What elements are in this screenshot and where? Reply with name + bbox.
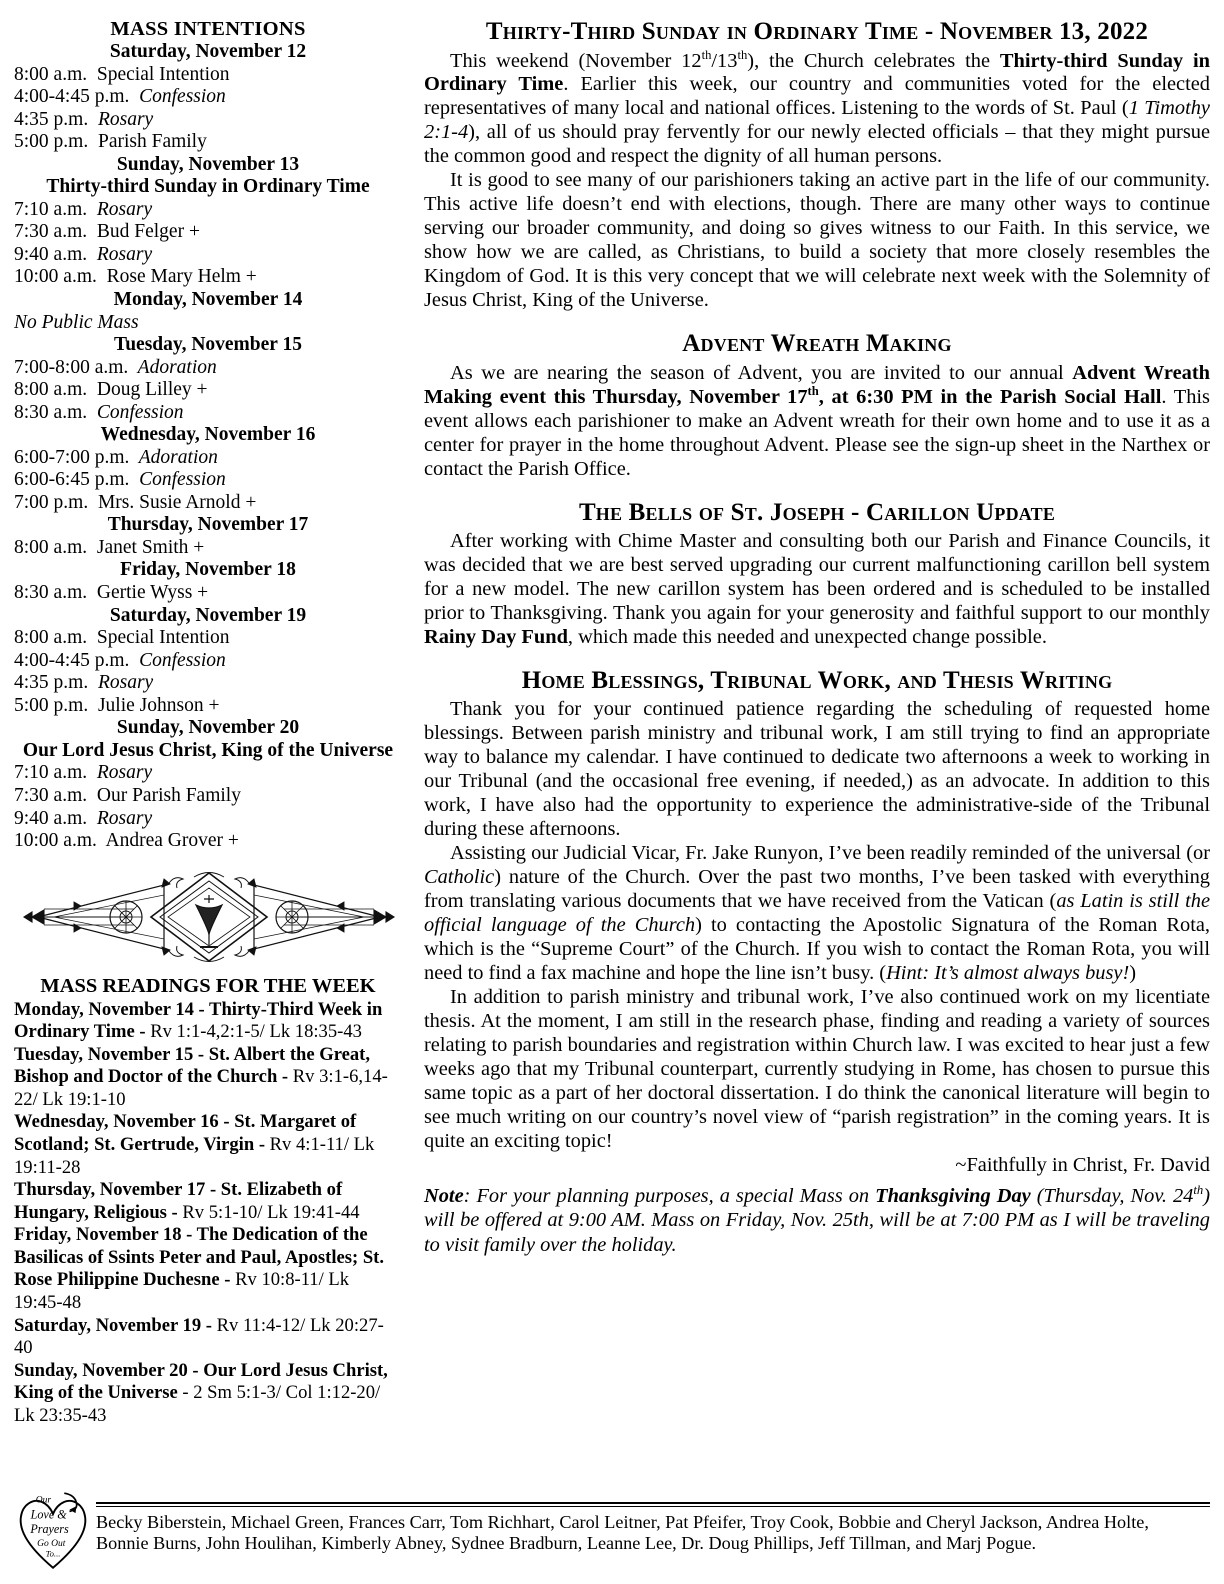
right-column xyxy=(412,18,1210,1258)
mass-reading-item xyxy=(14,1111,402,1179)
svg-text:Go Out: Go Out xyxy=(37,1539,66,1550)
reading-citation: Rv 10:8-11/ Lk 19:45-48 xyxy=(14,1269,350,1314)
signoff-line: ~Faithfully in Christ, Fr. David xyxy=(955,1153,1210,1176)
body-paragraph: In addition to parish ministry and tribunal work, I’ve also continued work on my licentiate thesis. At the moment, I am still in the research phase, finding and reading a variety of sources relating to parish boundaries and registration within Church law. I was excited to hear just a few weeks ago that my Tribunal counterpart, currently studying in Rome, has chosen to pursue this same topic as a part of her doctoral dissertation. I do think the canonical literature will begin to see much writing on our country’s novel view of “parish registration” in the coming years. It is quite an exciting topic! xyxy=(424,985,1210,1152)
mass-intention: Parish Family xyxy=(88,131,207,153)
mass-intention: Special Intention xyxy=(87,627,230,649)
two-column-layout xyxy=(14,18,1210,1473)
mass-time: 10:00 a.m. xyxy=(14,266,97,288)
mass-intention: Mrs. Susie Arnold + xyxy=(88,491,257,513)
mass-intentions-list xyxy=(14,41,402,853)
mass-intention: Confession xyxy=(129,86,226,108)
mass-time: 8:30 a.m. xyxy=(14,401,88,423)
mass-intention: Julie Johnson + xyxy=(88,694,220,716)
mass-intention: Rosary xyxy=(88,672,154,694)
mass-intention: Adoration xyxy=(128,356,217,378)
mass-intention-row xyxy=(14,695,402,718)
mass-intention-row xyxy=(14,785,402,808)
left-column xyxy=(14,18,412,1428)
body-paragraph: It is good to see many of our parishioners taking an active part in the life of our community. This active life doesn’t end with elections, though. There are many other ways to continue serving our broader community, and doing so gives witness to our Faith. In this service, we show how we are called, as Christians, to build a society that more closely resembles the Kingdom of God. It is this very concept that we will celebrate next week with the Solemnity of Jesus Christ, King of the Universe. xyxy=(424,169,1210,312)
svg-text:Our: Our xyxy=(35,1495,52,1506)
reading-day-heading: Thursday, November 17 - St. Elizabeth of Hungary, Religious - xyxy=(14,1179,343,1223)
mass-time: 5:00 p.m. xyxy=(14,131,89,153)
mass-intention-row xyxy=(14,64,402,87)
main-article-sections xyxy=(424,47,1211,1154)
section-heading: Home Blessings, Tribunal Work, and Thesis Writing xyxy=(521,666,1113,694)
mass-day-heading: Saturday, November 12 xyxy=(109,40,307,62)
mass-intention: Rosary xyxy=(87,762,153,784)
mass-intention: Rosary xyxy=(87,243,153,265)
mass-intention: Rosary xyxy=(87,807,153,829)
mass-intention-row xyxy=(14,808,402,831)
mass-day-heading: Tuesday, November 15 xyxy=(114,334,302,356)
mass-day-heading: Wednesday, November 16 xyxy=(100,424,316,446)
mass-time: 7:00 p.m. xyxy=(14,491,89,513)
mass-intention: Bud Felger + xyxy=(87,221,200,243)
mass-time: 4:00-4:45 p.m. xyxy=(14,649,130,671)
mass-intention: Janet Smith + xyxy=(87,536,205,558)
mass-time: 4:35 p.m. xyxy=(14,108,89,130)
mass-time: 4:00-4:45 p.m. xyxy=(14,86,130,108)
mass-day-heading: Sunday, November 13 xyxy=(116,153,300,175)
mass-intention-row xyxy=(14,131,402,154)
reading-day-heading: Friday, November 18 - The Dedication of the Basilicas of Ssints Peter and Paul, Apostles; St. Rose Philippine Duchesne - xyxy=(14,1224,385,1291)
mass-intention-row xyxy=(14,379,402,402)
mass-intention-row xyxy=(14,357,402,380)
reading-citation: - 2 Sm 5:1-3/ Col 1:12-20/ Lk 23:35-43 xyxy=(14,1382,381,1426)
footer-rule xyxy=(96,1502,1210,1507)
body-paragraph: This weekend (November 12th/13th), the Church celebrates the Thirty-third Sunday in Ordinary Time. Earlier this week, our country and communities voted for the elected representatives of many local and national offices. Listening to the words of St. Paul (1 Timothy 2:1-4), all of us should pray fervently for our newly elected officials – that they might pursue the common good and respect the dignity of all human persons. xyxy=(424,47,1210,168)
mass-time: 7:10 a.m. xyxy=(14,198,88,220)
body-paragraph: Thank you for your continued patience regarding the scheduling of requested home blessings. Between parish ministry and tribunal work, I am still trying to find an appropriate way to balance my calendar. I have continued to dedicate two afternoons a week to working in our Tribunal (and the occasional free evening, if needed,) as an advocate. In addition to this work, I have also had the opportunity to experience the administrative-side of the Tribunal during these afternoons. xyxy=(424,698,1210,841)
mass-intention: Rosary xyxy=(88,108,154,130)
mass-intention-row xyxy=(14,469,402,492)
svg-text:Love &: Love & xyxy=(30,1507,67,1522)
mass-reading-item xyxy=(14,999,402,1044)
mass-time: 9:40 a.m. xyxy=(14,807,88,829)
prayer-names-line-2: Bonnie Burns, John Houlihan, Kimberly Abney, Sydnee Bradburn, Leanne Lee, Dr. Doug Phillips, Jeff Tillman, and Marj Pogue. xyxy=(96,1533,1037,1554)
reading-day-heading: Sunday, November 20 - Our Lord Jesus Christ, King of the Universe xyxy=(14,1359,388,1404)
mass-intention: Rose Mary Helm + xyxy=(96,266,257,288)
mass-day-note: No Public Mass xyxy=(14,311,139,333)
mass-time: 7:30 a.m. xyxy=(14,221,88,243)
mass-intention-row xyxy=(14,830,402,853)
mass-intention-row xyxy=(14,221,402,244)
mass-day-heading: Sunday, November 20 xyxy=(116,717,300,739)
mass-intention: Adoration xyxy=(129,446,218,468)
mass-intention: Gertie Wyss + xyxy=(87,582,209,604)
mass-intention-row xyxy=(14,492,402,515)
reading-citation: Rv 5:1-10/ Lk 19:41-44 xyxy=(182,1201,360,1223)
mass-time: 7:00-8:00 a.m. xyxy=(14,356,129,378)
body-paragraph: As we are nearing the season of Advent, you are invited to our annual Advent Wreath Making event this Thursday, November 17th, at 6:30 PM in the Parish Social Hall. This event allows each parishioner to make an Advent wreath for their own home and to use it as a center for prayer in the home throughout Advent. Please see the sign-up sheet in the Narthex or contact the Parish Office. xyxy=(424,361,1210,480)
mass-time: 7:10 a.m. xyxy=(14,762,88,784)
mass-intention: Confession xyxy=(129,649,226,671)
mass-intention-row xyxy=(14,266,402,289)
section-heading: Advent Wreath Making xyxy=(682,330,952,358)
mass-intention: Our Parish Family xyxy=(87,785,241,806)
mass-intention-row xyxy=(14,627,402,650)
mass-reading-item xyxy=(14,1360,402,1428)
mass-time: 6:00-7:00 p.m. xyxy=(14,446,130,468)
reading-day-heading: Saturday, November 19 - xyxy=(14,1314,217,1336)
mass-day-heading: Friday, November 18 xyxy=(120,559,296,581)
mass-intention-row xyxy=(14,672,402,695)
mass-intention-row xyxy=(14,244,402,267)
mass-day-subtitle: Thirty-third Sunday in Ordinary Time xyxy=(46,176,370,198)
prayer-names-block xyxy=(92,1484,1210,1555)
mass-intention-row xyxy=(14,762,402,785)
love-and-prayers-heart-icon xyxy=(14,1488,92,1571)
mass-intention: Andrea Grover + xyxy=(96,830,239,852)
mass-intentions-title: MASS INTENTIONS xyxy=(110,18,306,40)
main-headline: Thirty-Third Sunday in Ordinary Time - November 13, 2022 xyxy=(485,18,1149,45)
reading-citation: Rv 3:1-6,14-22/ Lk 19:1-10 xyxy=(14,1066,388,1110)
mass-intention-row xyxy=(14,537,402,560)
svg-text:To...: To... xyxy=(45,1548,61,1559)
mass-intention-row xyxy=(14,650,402,673)
mass-intention: Doug Lilley + xyxy=(87,379,208,401)
svg-text:Prayers: Prayers xyxy=(30,1522,69,1537)
mass-reading-item xyxy=(14,1224,402,1314)
mass-intention-row xyxy=(14,86,402,109)
mass-intention: Special Intention xyxy=(87,63,230,85)
mass-time: 4:35 p.m. xyxy=(14,672,89,694)
mass-intention-row xyxy=(14,109,402,132)
mass-time: 8:00 a.m. xyxy=(14,536,88,558)
prayer-list-footer xyxy=(14,1484,1210,1570)
mass-day-heading: Monday, November 14 xyxy=(113,288,303,310)
reading-day-heading: Wednesday, November 16 - St. Margaret of Scotland; St. Gertrude, Virgin - xyxy=(14,1111,357,1156)
mass-time: 8:30 a.m. xyxy=(14,582,88,604)
body-paragraph: After working with Chime Master and consulting both our Parish and Finance Councils, it was decided that we are best served upgrading our current malfunctioning carillon bell system for a new model. The new carillon system has been ordered and is scheduled to be installed prior to Thanksgiving. Thank you again for your generosity and faithful support to our monthly Rainy Day Fund, which made this needed and unexpected change possible. xyxy=(424,530,1210,648)
reading-citation: Rv 1:1-4,2:1-5/ Lk 18:35-43 xyxy=(150,1021,362,1043)
mass-time: 10:00 a.m. xyxy=(14,830,97,852)
mass-intention-row xyxy=(14,447,402,470)
mass-intention-row xyxy=(14,582,402,605)
mass-reading-item xyxy=(14,1315,402,1360)
mass-readings-list xyxy=(14,999,402,1428)
mass-time: 6:00-6:45 p.m. xyxy=(14,469,130,491)
reading-day-heading: Tuesday, November 15 - St. Albert the Great, Bishop and Doctor of the Church - xyxy=(14,1043,371,1088)
mass-intention: Confession xyxy=(129,469,226,491)
body-paragraph: Assisting our Judicial Vicar, Fr. Jake Runyon, I’ve been readily reminded of the universal (or Catholic) nature of the Church. Over the past two months, I’ve been tasked with everything from translating various documents that we have received from the Vatican (as Latin is still the official language of the Church) to contacting the Apostolic Signatura of the Roman Rota, which is the “Supreme Court” of the Church. If you wish to contact the Roman Rota, you will need to find a fax machine and hope the line isn’t busy. (Hint: It’s almost always busy!) xyxy=(424,842,1211,984)
prayer-names-line-1: Becky Biberstein, Michael Green, Frances Carr, Tom Richhart, Carol Leitner, Pat Pfeifer, Troy Cook, Bobbie and Cheryl Jackson, Andrea Holte, xyxy=(96,1512,1149,1532)
mass-day-subtitle: Our Lord Jesus Christ, King of the Universe xyxy=(22,739,394,761)
reading-day-heading: Monday, November 14 - Thirty-Third Week in Ordinary Time - xyxy=(14,998,383,1043)
mass-time: 8:00 a.m. xyxy=(14,627,88,649)
mass-intention: Rosary xyxy=(87,198,153,220)
mass-time: 8:00 a.m. xyxy=(14,379,88,401)
section-heading: The Bells of St. Joseph - Carillon Update xyxy=(578,498,1056,526)
mass-readings-title: MASS READINGS FOR THE WEEK xyxy=(40,974,376,997)
mass-time: 5:00 p.m. xyxy=(14,694,89,716)
closing-note: Note: For your planning purposes, a special Mass on Thanksgiving Day (Thursday, Nov. 24th) will be offered at 9:00 AM. Mass on Friday, Nov. 25th, will be at 7:00 PM as I will be traveling to visit family over the holiday. xyxy=(424,1182,1210,1257)
reading-citation: Rv 4:1-11/ Lk 19:11-28 xyxy=(14,1134,375,1178)
mass-intention-row xyxy=(14,199,402,222)
mass-reading-item xyxy=(14,1044,402,1112)
mass-day-heading: Saturday, November 19 xyxy=(109,604,307,626)
reading-citation: Rv 11:4-12/ Lk 20:27-40 xyxy=(14,1314,384,1359)
mass-intention: Confession xyxy=(87,401,184,423)
mass-time: 8:00 a.m. xyxy=(14,63,88,85)
mass-time: 9:40 a.m. xyxy=(14,243,88,265)
mass-day-heading: Thursday, November 17 xyxy=(107,514,309,536)
chalice-diamond-ornament-icon xyxy=(14,869,404,965)
mass-intention-row xyxy=(14,402,402,425)
mass-reading-item xyxy=(14,1179,402,1224)
mass-time: 7:30 a.m. xyxy=(14,785,88,806)
